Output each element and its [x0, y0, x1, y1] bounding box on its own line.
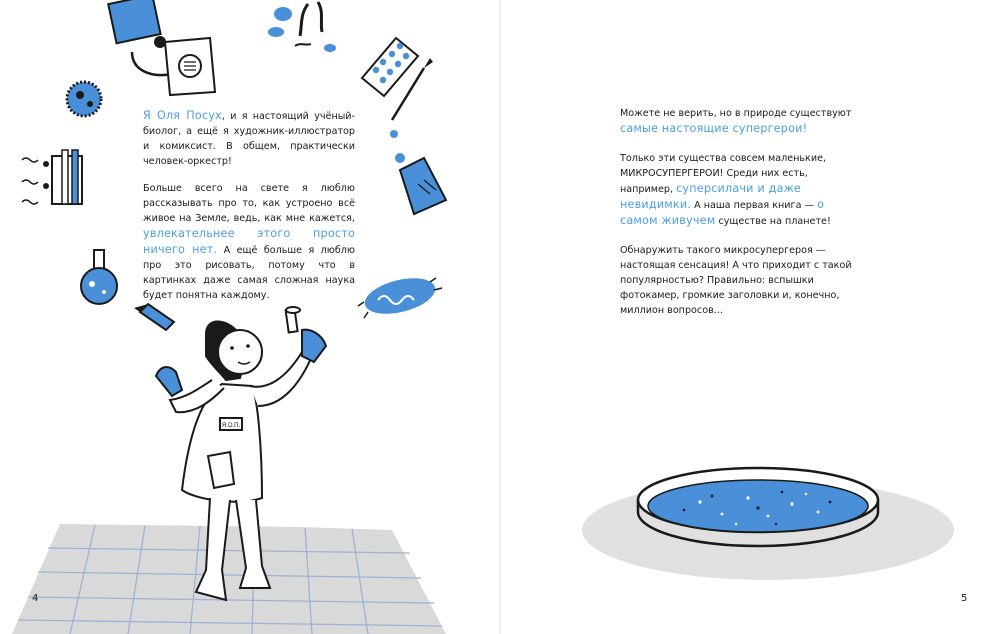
- most-tenacious-highlight: о самом живучем: [620, 198, 825, 227]
- test-tube-rack-icon: [22, 150, 82, 204]
- virus-icon: [67, 82, 101, 116]
- badge-text: Я.О.П.: [221, 423, 241, 429]
- right-paragraph-2-part2: А наша первая книга —: [691, 200, 818, 211]
- round-flask-icon: [81, 250, 117, 304]
- floor: [12, 524, 446, 634]
- erlenmeyer-flask-icon: [400, 158, 446, 214]
- left-paragraph-1-rest: , и я настоящий учёный-биолог, а ещё я художник-иллюстратор и комиксист. В общем, практически человек-оркестр!: [143, 111, 355, 167]
- right-paragraph-2: [620, 151, 852, 229]
- left-paragraph-2-part2: А ещё больше я люблю про это рисовать, потому что в картинках даже самая сложная наука будет понятна каждому.: [143, 245, 355, 301]
- right-paragraph-1-part1: Можете не верить, но в природе существуют: [620, 108, 852, 119]
- page-number-right: 5: [961, 593, 968, 604]
- right-text-block: [620, 106, 852, 332]
- water-drops-icon: [390, 130, 405, 163]
- page-number-left: 4: [32, 593, 39, 604]
- left-paragraph-2-part1: Больше всего на свете я люблю рассказывать про то, как устроено всё живое на Земле, ведь, как мне кажется,: [143, 183, 355, 224]
- microbe-icon: [358, 272, 442, 320]
- right-paragraph-2-part1: Только эти существа совсем маленькие, МИКРОСУПЕРГЕРОИ! Среди них есть, например,: [620, 153, 827, 195]
- left-paragraph-1: [143, 108, 355, 169]
- bacteria-doodles-icon: [268, 2, 336, 52]
- right-paragraph-2-part3: существе на планете!: [715, 216, 831, 227]
- author-name-highlight: Я Оля Посух: [143, 109, 222, 122]
- right-paragraph-1: [620, 106, 852, 137]
- left-paragraph-2-highlight: увлекательнее этого просто ничего нет.: [143, 227, 355, 256]
- left-paragraph-2: [143, 181, 355, 303]
- right-paragraph-3: Обнаружить такого микросупергероя — настоящая сенсация! А что приходит с такой популярностью? Правильно: вспышки фотокамер, громкие заголовки и, конечно, миллион вопросов...: [620, 245, 852, 316]
- right-page: [500, 0, 1000, 634]
- microscope-icon: [108, 0, 215, 95]
- superheroes-highlight: самые настоящие супергерои!: [620, 122, 808, 135]
- pill-blister-icon: [362, 38, 418, 96]
- left-text-block: [143, 108, 355, 315]
- supermen-highlight: суперсилачи и даже невидимки.: [620, 182, 801, 211]
